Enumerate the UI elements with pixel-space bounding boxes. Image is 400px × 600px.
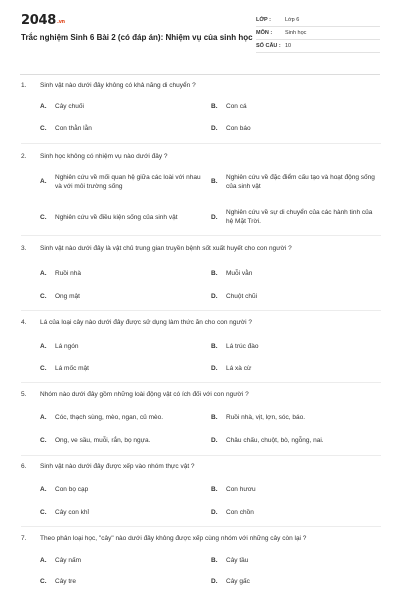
option-text: Cây nấm [55, 557, 82, 564]
question-stem: Theo phân loại học, "cây" nào dưới đây không được xếp cùng nhóm với những cây còn lại ? [40, 535, 307, 542]
option-text: Cóc, thạch sùng, mèo, ngan, củ mèo. [55, 414, 164, 421]
question-number: 6. [21, 463, 27, 470]
header-divider [20, 74, 380, 75]
option-letter: D. [211, 293, 218, 300]
question-number: 5. [21, 391, 27, 398]
option-letter: A. [40, 414, 47, 421]
meta-row-class [256, 14, 380, 27]
option-letter: A. [40, 178, 47, 185]
meta-key: MÔN : [256, 30, 273, 36]
question-text [21, 391, 381, 399]
option-letter: A. [40, 486, 47, 493]
question-number: 7. [21, 535, 27, 542]
option-text: Cây tre [55, 578, 76, 585]
option-letter: B. [211, 270, 218, 277]
option-text: Cây con khỉ [55, 509, 89, 516]
question-separator [21, 235, 381, 236]
site-logo[interactable] [21, 13, 65, 28]
question-stem: Sinh vật nào dưới đây là vật chủ trung gian truyền bệnh sốt xuất huyết cho con người ? [40, 245, 292, 252]
option-text: Lá xà cừ [226, 365, 252, 372]
option-letter: C. [40, 509, 47, 516]
option-letter: B. [211, 103, 218, 110]
question-stem: Nhóm nào dưới đây gồm những loài động vật có ích đối với con người ? [40, 391, 249, 398]
logo-text: 2048 [21, 13, 56, 28]
option-text: Con chồn [226, 509, 254, 516]
page-title: Trắc nghiệm Sinh 6 Bài 2 (có đáp án): Nhiệm vụ của sinh học [21, 33, 253, 42]
option-text: Muỗi vằn [226, 270, 253, 277]
question-separator [21, 310, 381, 311]
option-letter: C. [40, 578, 47, 585]
option-text: Lá mốc mật [55, 365, 89, 372]
option-letter: C. [40, 214, 47, 221]
option-text: Chuột chũi [226, 293, 258, 300]
meta-row-subject [256, 27, 380, 40]
option-text: Nghiên cứu về sự di chuyển của các hành tinh của hệ Mặt Trời. [226, 209, 373, 225]
option-text: Con thằn lằn [55, 125, 92, 132]
option-letter: C. [40, 437, 47, 444]
option-text: Ruồi nhà, vịt, lợn, sóc, báo. [226, 414, 306, 421]
option-letter: A. [40, 557, 47, 564]
option-text: Cây chuối [55, 103, 84, 110]
question-stem: Sinh học không có nhiệm vụ nào dưới đây ? [40, 153, 168, 160]
option-letter: B. [211, 343, 218, 350]
question-text [21, 535, 381, 543]
option-letter: C. [40, 365, 47, 372]
option-letter: D. [211, 578, 218, 585]
option-text: Ruồi nhà [55, 270, 82, 277]
option-text: Con hươu [226, 486, 256, 493]
question-separator [21, 382, 381, 383]
question-stem: Sinh vật nào dưới đây không có khả năng di chuyển ? [40, 82, 196, 89]
option-text: Lá trúc đào [226, 343, 259, 350]
option-text: Nghiên cứu về đặc điểm cấu tạo và hoạt động sống của sinh vật [226, 174, 375, 190]
option-letter: C. [40, 293, 47, 300]
option-text: Con bọ cạp [55, 486, 89, 493]
option-letter: D. [211, 125, 218, 132]
option-letter: B. [211, 486, 218, 493]
header [0, 0, 400, 74]
option-letter: D. [211, 509, 218, 516]
option-text: Con cá [226, 103, 247, 110]
meta-table [256, 14, 380, 53]
option-letter: D. [211, 365, 218, 372]
meta-row-count [256, 40, 380, 53]
option-text: Cây gấc [226, 578, 250, 585]
question-text [21, 245, 381, 253]
option-letter: B. [211, 557, 218, 564]
meta-value: Lớp 6 [285, 17, 300, 23]
question-number: 4. [21, 319, 27, 326]
option-text: Nghiên cứu về mối quan hệ giữa các loài với nhau và với môi trường sống [55, 174, 201, 190]
question-text [21, 463, 381, 471]
logo-domain: .vn [56, 19, 65, 25]
question-separator [21, 455, 381, 456]
option-letter: B. [211, 178, 218, 185]
question-stem: Sinh vật nào dưới đây được xếp vào nhóm thực vật ? [40, 463, 195, 470]
question-number: 3. [21, 245, 27, 252]
option-letter: D. [211, 437, 218, 444]
option-text: Châu chấu, chuột, bò, ngỗng, nai. [226, 437, 324, 444]
question-text [21, 82, 381, 90]
option-text: Ong mật [55, 293, 80, 300]
option-letter: D. [211, 214, 218, 221]
meta-value: Sinh học [285, 30, 307, 36]
option-text: Lá ngón [55, 343, 79, 350]
option-letter: B. [211, 414, 218, 421]
question-stem: Lá của loại cây nào dưới đây được sử dụng làm thức ăn cho con người ? [40, 319, 252, 326]
option-letter: A. [40, 270, 47, 277]
question-text [21, 153, 381, 161]
option-letter: A. [40, 343, 47, 350]
question-separator [21, 526, 381, 527]
question-number: 1. [21, 82, 27, 89]
question-number: 2. [21, 153, 27, 160]
meta-key: SỐ CÂU : [256, 43, 281, 49]
option-text: Con báo [226, 125, 251, 132]
option-letter: C. [40, 125, 47, 132]
question-separator [21, 143, 381, 144]
option-text: Nghiên cứu về điều kiện sống của sinh vật [55, 214, 178, 221]
question-text [21, 319, 381, 327]
meta-key: LỚP : [256, 17, 271, 23]
option-letter: A. [40, 103, 47, 110]
meta-value: 10 [285, 43, 292, 49]
option-text: Cây tầu [226, 557, 249, 564]
option-text: Ong, ve sầu, muỗi, rắn, bọ ngựa. [55, 437, 151, 444]
